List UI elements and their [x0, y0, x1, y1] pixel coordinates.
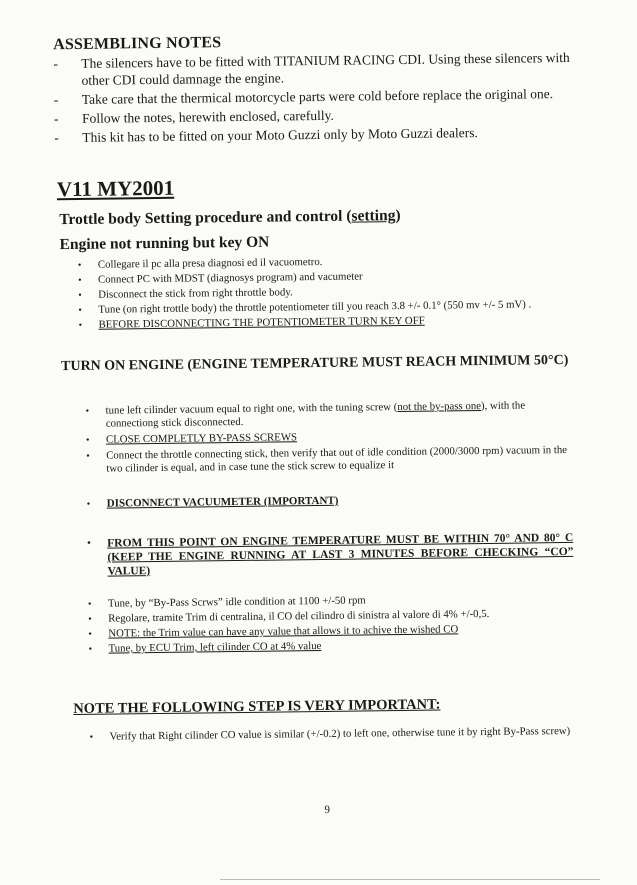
- list-item-text: Regolare, tramite Trim di centralina, il CO del cilindro di sinistra al valore di 4% +/-0,5.: [108, 607, 490, 625]
- bullet-icon: •: [78, 304, 82, 316]
- page-number: 9: [324, 803, 331, 816]
- turn-on-engine-heading: TURN ON ENGINE (ENGINE TEMPERATURE MUST REACH MINIMUM 50°C): [60, 352, 569, 375]
- list-item-text: Tune (on right trottle body) the throttle potentiometer till you reach 3.8 +/- 0.1° (550 mv +/- 5 mV) .: [98, 298, 532, 316]
- procedure-heading-prefix: Trottle body Setting procedure and control (: [59, 207, 352, 229]
- list-item: [87, 492, 573, 511]
- turn-on-engine-list: [86, 399, 573, 479]
- list-item-text: Connect PC with MDST (diagnosys program) and vacumeter: [97, 270, 363, 286]
- bullet-icon: •: [88, 628, 92, 640]
- list-item: [53, 49, 573, 89]
- bullet-icon: •: [85, 405, 90, 417]
- list-item-text: CLOSE COMPLETLY BY-PASS SCREWS: [105, 431, 298, 446]
- list-item-text: Connect the throttle connecting stick, then verify that out of idle condition (2000/3000 rpm) vacuum in the two cilinder is equal, and in case tune the stick screw to equalize it: [106, 443, 568, 475]
- bullet-icon: •: [77, 259, 82, 271]
- bullet-icon: •: [87, 598, 92, 610]
- tune-list: [88, 592, 575, 658]
- bullet-icon: •: [88, 643, 93, 655]
- key-on-heading: Engine not running but key ON: [59, 233, 270, 254]
- procedure-heading-underlined: setting: [351, 207, 396, 225]
- text-part-underlined: not the by-pass one: [397, 400, 482, 414]
- list-item-text: This kit has to be fitted on your Moto Guzzi only by Moto Guzzi dealers.: [82, 125, 478, 145]
- list-item-text: [106, 399, 572, 431]
- list-item: [90, 725, 580, 744]
- disconnect-vacuumeter-item: [87, 492, 573, 513]
- bullet-icon: •: [77, 274, 82, 286]
- bullet-icon: •: [78, 319, 83, 331]
- bullet-icon: •: [89, 731, 94, 743]
- list-item-text: FROM THIS POINT ON ENGINE TEMPERATURE MUST BE WITHIN 70° AND 80° C (KEEP THE ENGINE RUNNING AT LAST 3 MINUTES BEFORE CHECKING “CO” VALUE): [107, 531, 574, 578]
- page-bottom-edge: [220, 879, 600, 880]
- temperature-warning-item: [87, 531, 574, 581]
- list-item-text: BEFORE DISCONNECTING THE POTENTIOMETER TURN KEY OFF: [98, 314, 425, 331]
- list-item: [87, 531, 573, 579]
- list-item: [86, 399, 572, 431]
- list-item-text: Take care that the thermical motorcycle parts were cold before replace the original one.: [81, 86, 554, 107]
- dash-marker: -: [53, 111, 59, 127]
- list-item-text: Follow the notes, herewith enclosed, carefully.: [81, 107, 334, 126]
- dash-marker: -: [54, 130, 59, 146]
- list-item-text: DISCONNECT VACUUMETER (IMPORTANT): [106, 494, 339, 510]
- important-note-heading: NOTE THE FOLLOWING STEP IS VERY IMPORTANT:: [73, 696, 441, 718]
- dash-marker: -: [53, 56, 58, 72]
- list-item-text: Disconnect the stick from right throttle body.: [98, 286, 293, 301]
- bullet-icon: •: [87, 537, 91, 549]
- procedure-heading-suffix: ): [395, 206, 401, 225]
- dash-marker: -: [53, 92, 59, 108]
- list-item: [54, 123, 574, 146]
- key-on-list: [78, 253, 559, 334]
- list-item-text: Tune, by “By-Pass Scrws” idle condition at 1100 +/-50 rpm: [107, 594, 366, 610]
- bullet-icon: •: [88, 613, 92, 625]
- list-item-text: The silencers have to be fitted with TITANIUM RACING CDI. Using these silencers with other CDI could damnage the engine.: [81, 49, 570, 88]
- list-item-text: Tune, by ECU Trim, left cilinder CO at 4% value: [108, 639, 322, 655]
- assembling-notes-list: [53, 49, 574, 148]
- bullet-icon: •: [86, 498, 91, 510]
- bullet-icon: •: [78, 289, 82, 301]
- list-item-text: Verify that Right cilinder CO value is similar (+/-0.2) to left one, otherwise tune it by right By-Pass screw): [109, 724, 571, 743]
- list-item-text: Collegare il pc alla presa diagnosi ed il vacuometro.: [97, 255, 323, 271]
- list-item-text: NOTE: the Trim value can have any value that allows it to achive the wished CO: [108, 623, 459, 640]
- text-part: ), with the connectiong stick disconnected.: [105, 399, 526, 430]
- procedure-heading: [59, 207, 401, 229]
- important-note-list: [90, 725, 580, 746]
- assembling-notes-heading: ASSEMBLING NOTES: [53, 34, 222, 54]
- list-item: [86, 444, 572, 476]
- text-part: tune left cilinder vacuum equal to right one, with the tuning screw (: [105, 401, 398, 417]
- model-title: V11 MY2001: [56, 175, 175, 202]
- bullet-icon: •: [86, 450, 90, 462]
- bullet-icon: •: [85, 434, 90, 446]
